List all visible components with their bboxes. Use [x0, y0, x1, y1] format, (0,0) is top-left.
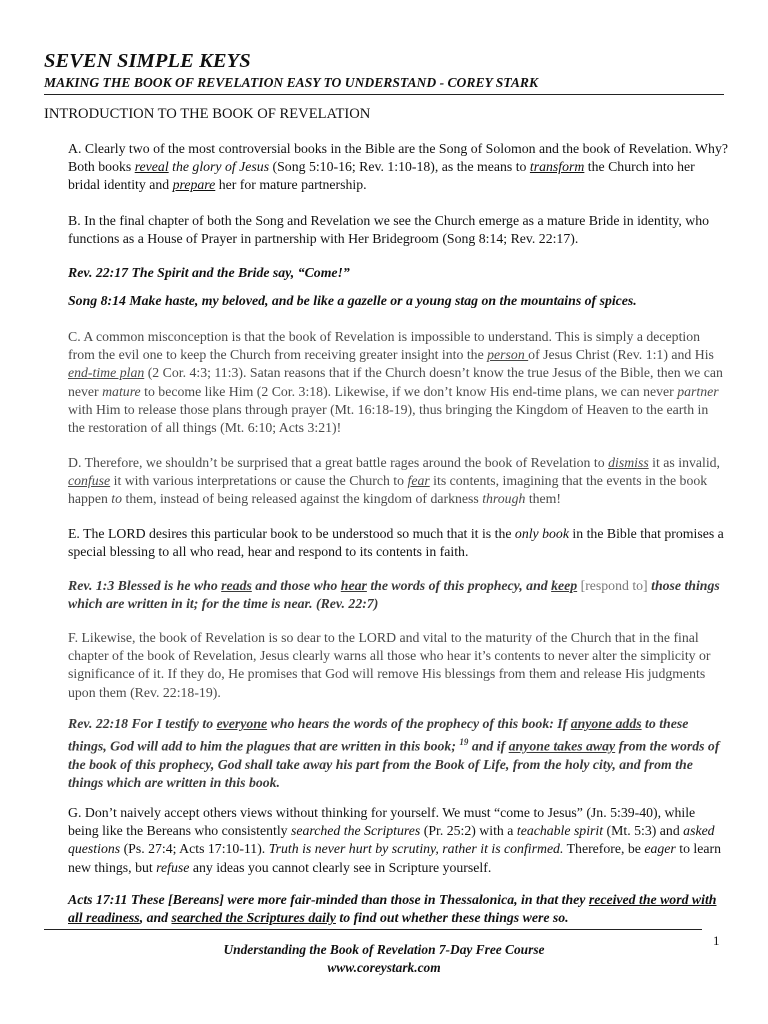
- text-segment: to learn new things, but: [68, 841, 722, 875]
- bracket-note: [respond to]: [577, 578, 648, 593]
- paragraph-b: B. In the final chapter of both the Song and Revelation we see the Church emerge as a mature Bride in identity, who functions as a House of Prayer in partnership with Her Bridegroom (Song 8:14; Rev. 22:17).: [68, 213, 709, 247]
- paragraph-g: [68, 804, 728, 877]
- text-segment: them, instead of being released against the kingdom of darkness: [122, 491, 483, 507]
- emphasis-searched-the-scriptures: searched the Scriptures: [291, 823, 421, 839]
- emphasis-glory: the glory of Jesus: [168, 159, 270, 175]
- paragraph-e: [68, 525, 728, 561]
- text-segment: Acts 17:11 These [Bereans] were more fair-minded than those in Thessalonica, in that they: [68, 892, 589, 907]
- emphasis-teachable-spirit: teachable spirit: [516, 823, 604, 839]
- emphasis-confuse: confuse: [68, 473, 111, 489]
- section-heading: INTRODUCTION TO THE BOOK OF REVELATION: [44, 106, 371, 122]
- text-segment: them!: [525, 491, 562, 507]
- emphasis-prepare: prepare: [172, 177, 216, 193]
- emphasis-partner: partner: [677, 383, 719, 399]
- scripture-quote-acts-17-11: [68, 891, 728, 927]
- emphasis-anyone-takes-away: anyone takes away: [508, 738, 616, 754]
- emphasis-through: through: [482, 491, 526, 507]
- footer-url: www.coreystark.com: [327, 960, 441, 975]
- scripture-quote-rev-22-17: Rev. 22:17 The Spirit and the Bride say, “Come!”: [68, 265, 350, 280]
- emphasis-asked-questions: asked questions: [68, 823, 715, 857]
- paragraph-a: [68, 140, 728, 195]
- emphasis-everyone: everyone: [216, 716, 268, 731]
- paragraph-d: [68, 454, 728, 509]
- text-segment: A. Clearly two of the most controversial books in the Bible are the Song of Solomon and the book of Revelation. Why? Both books: [68, 141, 728, 175]
- footer-course-title: Understanding the Book of Revelation 7-Day Free Course: [223, 942, 545, 957]
- emphasis-to: to: [111, 491, 123, 507]
- text-segment: who hears the words of the prophecy of this book: If: [267, 716, 571, 731]
- verse-number: 19: [459, 737, 469, 748]
- page-number: 1: [713, 933, 720, 948]
- emphasis-anyone-adds: anyone adds: [570, 716, 642, 731]
- emphasis-refuse: refuse: [156, 859, 190, 875]
- emphasis-transform: transform: [529, 159, 585, 175]
- text-segment: (Mt. 5:3) and: [603, 823, 684, 839]
- text-segment: to these things, God will add to him the plagues that are written in this book;: [68, 716, 689, 754]
- text-segment: to find out whether these things were so.: [335, 910, 569, 926]
- text-segment: it with various interpretations or cause the Church to: [110, 473, 408, 489]
- paragraph-c: [68, 328, 728, 437]
- text-segment: E. The LORD desires this particular book to be understood so much that it is the: [68, 526, 515, 541]
- text-segment: to become like Him (2 Cor. 3:18). Likewise, if we don’t know His end-time plans, we can never: [140, 383, 678, 399]
- text-segment: Therefore, be: [563, 841, 645, 857]
- paragraph-f: F. Likewise, the book of Revelation is so dear to the LORD and vital to the maturity of the Church that in the final chapter of the book of Revelation, Jesus clearly warns all those who hear it’s contents to never alter the simplicity or significance of it. If they do, He promises that God will remove His blessings from them and release His judgments upon them (Rev. 22:18-19).: [68, 630, 711, 700]
- header-divider: [44, 94, 724, 95]
- emphasis-reveal: reveal: [134, 159, 169, 175]
- emphasis-only-book: only book: [514, 526, 569, 541]
- emphasis-reads: reads: [221, 578, 252, 593]
- text-segment: , and: [139, 910, 172, 926]
- emphasis-fear: fear: [407, 473, 430, 489]
- emphasis-eager: eager: [644, 841, 676, 857]
- text-segment: in the Bible that promises a special blessing to all who read, hear and respond to its contents in faith.: [68, 526, 724, 560]
- text-segment: with Him to release those plans through prayer (Mt. 16:18-19), thus bringing the Kingdom of Heaven to the earth in the restoration of all things (Mt. 6:10; Acts 3:21)!: [68, 401, 709, 436]
- text-segment: (Ps. 27:4; Acts 17:10-11).: [120, 841, 269, 857]
- text-segment: G. Don’t naively accept others views without thinking for yourself. We must “come to Jesus” (Jn. 5:39-40), while being like the Bereans who consistently: [68, 805, 696, 839]
- emphasis-mature: mature: [102, 383, 141, 399]
- text-segment: (Song 5:10-16; Rev. 1:10-18), as the means to: [269, 159, 530, 175]
- text-segment: of Jesus Christ (Rev. 1:1) and His: [528, 347, 714, 363]
- emphasis-dismiss: dismiss: [608, 455, 649, 470]
- document-subtitle: MAKING THE BOOK OF REVELATION EASY TO UNDERSTAND - COREY STARK: [44, 75, 539, 90]
- text-segment: D. Therefore, we shouldn’t be surprised that a great battle rages around the book of Revelation to: [68, 455, 609, 470]
- scripture-quote-song-8-14: Song 8:14 Make haste, my beloved, and be like a gazelle or a young stag on the mountains of spices.: [68, 293, 637, 308]
- text-segment: (2 Cor. 4:3; 11:3). Satan reasons that if the Church doesn’t know the true Jesus of the Bible, then we can never: [68, 365, 723, 399]
- emphasis-received-the-word: received the word with all readiness: [68, 892, 717, 926]
- text-segment: Rev. 22:18 For I testify to: [68, 716, 217, 731]
- footer-divider: [44, 929, 702, 930]
- text-segment: from the words of the book of this prophecy, God shall take away his part from the Book of Life, from the holy city, and from the things which are written in this book.: [68, 738, 720, 791]
- scripture-quote-rev-1-3: [68, 577, 728, 613]
- text-segment: and if: [468, 738, 509, 754]
- scripture-quote-rev-22-18: [68, 715, 728, 792]
- emphasis-truth: Truth is never hurt by scrutiny, rather it is confirmed.: [268, 841, 564, 857]
- emphasis-keep: keep: [551, 578, 578, 593]
- text-segment: it as invalid,: [648, 455, 721, 470]
- text-segment: those things which are written in it; for the time is near. (Rev. 22:7): [68, 578, 720, 612]
- text-segment: her for mature partnership.: [215, 177, 367, 193]
- text-segment: Rev. 1:3 Blessed is he who: [68, 578, 222, 593]
- emphasis-person: person: [487, 347, 529, 363]
- text-segment: the Church into her bridal identity and: [68, 159, 695, 193]
- text-segment: any ideas you cannot clearly see in Scripture yourself.: [189, 859, 492, 875]
- text-segment: its contents, imagining that the events in the book happen: [68, 473, 708, 507]
- emphasis-searched-daily: searched the Scriptures daily: [171, 910, 336, 926]
- text-segment: (Pr. 25:2) with a: [420, 823, 517, 839]
- text-segment: C. A common misconception is that the book of Revelation is impossible to understand. This is simply a deception from the evil one to keep the Church from receiving greater insight into the: [68, 329, 701, 363]
- text-segment: the words of this prophecy, and: [366, 578, 552, 593]
- emphasis-end-time-plan: end-time plan: [68, 365, 145, 381]
- text-segment: and those who: [251, 578, 341, 593]
- emphasis-hear: hear: [340, 578, 367, 593]
- document-title: SEVEN SIMPLE KEYS: [44, 50, 251, 72]
